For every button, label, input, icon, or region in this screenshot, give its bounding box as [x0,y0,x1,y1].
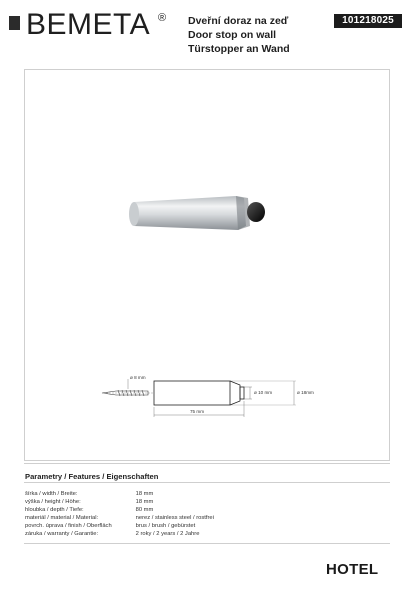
dim-body-label: ø 18mm [297,390,314,395]
title-english: Door stop on wall [188,29,277,41]
rubber-bumper-shape [247,202,265,222]
technical-drawing [98,373,318,423]
param-value: 80 mm [135,507,154,513]
param-row [25,490,153,498]
registered-mark: ® [158,12,167,24]
param-value: 2 roky / 2 years / 2 Jahre [135,531,200,537]
title-german: Türstopper an Wand [188,43,290,55]
stopper-body-outline [154,381,230,405]
param-label: záruka / warranty / Garantie: [25,531,99,537]
param-value: nerez / stainless steel / rostfrei [135,515,214,521]
section-rule [24,463,390,464]
category-label: HOTEL [326,561,379,578]
dim-screw-label: ø 8 mm [130,375,146,380]
param-label: materiál / material / Material: [25,515,99,521]
steel-body-shape [134,196,246,230]
logo-mark-icon [9,16,20,30]
stopper-taper-outline [230,381,240,405]
param-row [25,506,153,514]
product-image [128,192,276,236]
param-label: šírka / width / Breite: [25,491,78,497]
param-label: povrch. úprava / finish / Oberfläch [25,523,112,529]
param-label: hloubka / depth / Tiefe: [25,507,84,513]
param-row [25,530,199,538]
divider-line [24,482,390,483]
param-label: výška / height / Höhe: [25,499,81,505]
divider-line [24,543,390,544]
param-row [25,498,153,506]
product-code-badge: 101218025 [334,14,402,28]
param-value: 18 mm [135,491,154,497]
brand-logo: BEMETA [26,8,151,41]
params-title: Parametry / Features / Eigenschaften [25,472,159,481]
param-value: brus / brush / gebürstet [135,523,196,529]
steel-end-shape [129,202,139,226]
param-value: 18 mm [135,499,154,505]
dim-length-label: 75 mm [190,409,205,414]
product-titles [188,14,290,56]
title-czech: Dveřní doraz na zeď [188,15,289,27]
stopper-tip-outline [240,387,244,399]
param-row [25,514,214,522]
dim-tip-label: ø 10 mm [254,390,273,395]
param-row [25,522,195,530]
